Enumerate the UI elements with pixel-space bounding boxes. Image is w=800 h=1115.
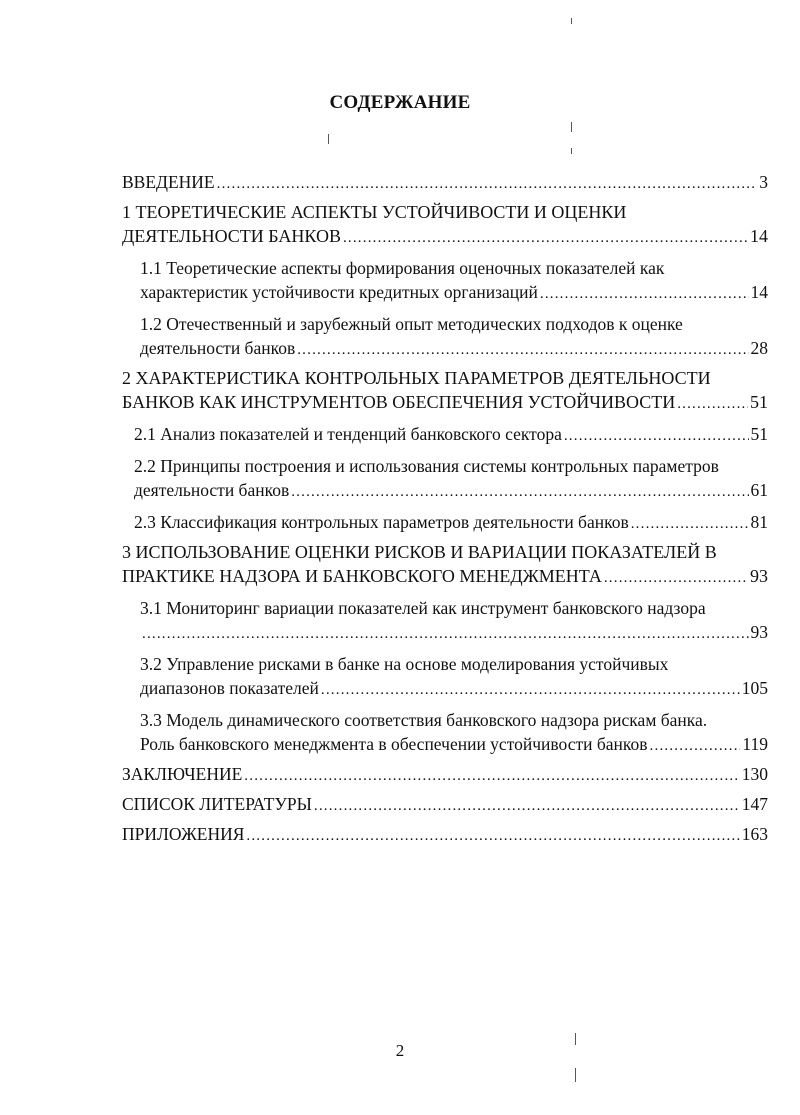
toc-page-number: 93 bbox=[750, 622, 768, 642]
toc-page-number: 61 bbox=[750, 480, 768, 500]
toc-page-number: 163 bbox=[741, 824, 768, 844]
dot-leader bbox=[677, 392, 748, 416]
toc-entry-title: ДЕЯТЕЛЬНОСТИ БАНКОВ bbox=[122, 226, 341, 246]
toc-entry-title: СПИСОК ЛИТЕРАТУРЫ bbox=[122, 794, 312, 814]
dot-leader bbox=[650, 734, 741, 758]
toc-page-number: 81 bbox=[750, 512, 768, 532]
toc-page-number: 28 bbox=[750, 338, 768, 358]
toc-page-number: 3 bbox=[759, 172, 768, 192]
toc-entry-title: ВВЕДЕНИЕ bbox=[122, 172, 215, 192]
toc-entry-title: ПРИЛОЖЕНИЯ bbox=[122, 824, 245, 844]
dot-leader bbox=[540, 282, 749, 306]
toc-entry-title-line: 3.2 Управление рисками в банке на основе моделирования устойчивых bbox=[140, 654, 669, 674]
toc-entry-references[interactable] bbox=[122, 792, 768, 818]
dot-leader bbox=[564, 424, 749, 448]
dot-leader bbox=[142, 622, 749, 646]
toc-entry-title-line: 2 ХАРАКТЕРИСТИКА КОНТРОЛЬНЫХ ПАРАМЕТРОВ ДЕЯТЕЛЬНОСТИ bbox=[122, 368, 711, 388]
toc-entry-section-3-3[interactable] bbox=[122, 708, 768, 758]
toc-entry-title-line: 1.1 Теоретические аспекты формирования оценочных показателей как bbox=[140, 258, 665, 278]
toc-entry-title-line: 3.3 Модель динамического соответствия банковского надзора рискам банка. bbox=[140, 710, 708, 730]
toc-entry-title-line: 3.1 Мониторинг вариации показателей как инструмент банковского надзора bbox=[140, 598, 706, 618]
toc-entry-chapter-1[interactable] bbox=[122, 200, 768, 250]
dot-leader bbox=[297, 338, 748, 362]
toc-entry-title: деятельности банков bbox=[134, 480, 290, 500]
toc-page-number: 147 bbox=[741, 794, 768, 814]
table-of-contents bbox=[122, 166, 768, 848]
toc-entry-title-line: 2.2 Принципы построения и использования системы контрольных параметров bbox=[134, 456, 719, 476]
toc-entry-title-line: 1.2 Отечественный и зарубежный опыт методических подходов к оценке bbox=[140, 314, 683, 334]
dot-leader bbox=[246, 824, 739, 848]
dot-leader bbox=[321, 678, 740, 702]
toc-entry-title: 2.1 Анализ показателей и тенденций банковского сектора bbox=[134, 424, 562, 444]
toc-entry-appendices[interactable] bbox=[122, 822, 768, 848]
toc-entry-title: диапазонов показателей bbox=[140, 678, 319, 698]
toc-page-number: 130 bbox=[741, 764, 768, 784]
toc-page-number: 51 bbox=[750, 424, 768, 444]
toc-page-number: 51 bbox=[750, 392, 768, 412]
toc-entry-section-1-1[interactable] bbox=[122, 256, 768, 306]
dot-leader bbox=[604, 566, 748, 590]
toc-entry-section-2-3[interactable] bbox=[122, 510, 768, 536]
toc-page-number: 105 bbox=[741, 678, 768, 698]
toc-entry-title: БАНКОВ КАК ИНСТРУМЕНТОВ ОБЕСПЕЧЕНИЯ УСТОЙЧИВОСТИ bbox=[122, 392, 676, 412]
toc-page-number: 14 bbox=[750, 282, 768, 302]
toc-entry-conclusion[interactable] bbox=[122, 762, 768, 788]
toc-entry-title: 2.3 Классификация контрольных параметров деятельности банков bbox=[134, 512, 629, 532]
toc-entry-title: характеристик устойчивости кредитных организаций bbox=[140, 282, 538, 302]
scan-mark bbox=[571, 122, 572, 132]
scan-mark bbox=[575, 1068, 576, 1082]
toc-entry-title: деятельности банков bbox=[140, 338, 296, 358]
toc-entry-section-2-1[interactable] bbox=[122, 422, 768, 448]
toc-entry-title: ЗАКЛЮЧЕНИЕ bbox=[122, 764, 243, 784]
scan-mark bbox=[328, 134, 329, 144]
scan-mark bbox=[571, 18, 572, 24]
toc-entry-chapter-3[interactable] bbox=[122, 540, 768, 590]
toc-page-number: 14 bbox=[750, 226, 768, 246]
toc-entry-title: Роль банковского менеджмента в обеспечении устойчивости банков bbox=[140, 734, 648, 754]
dot-leader bbox=[244, 764, 739, 788]
scan-mark bbox=[571, 148, 572, 154]
page-number: 2 bbox=[395, 1041, 405, 1060]
toc-entry-title: ПРАКТИКЕ НАДЗОРА И БАНКОВСКОГО МЕНЕДЖМЕНТА bbox=[122, 566, 602, 586]
toc-page-number: 93 bbox=[750, 566, 768, 586]
toc-entry-introduction[interactable] bbox=[122, 170, 768, 196]
dot-leader bbox=[631, 512, 749, 536]
dot-leader bbox=[314, 794, 740, 818]
scan-mark bbox=[575, 1033, 576, 1045]
toc-entry-section-3-2[interactable] bbox=[122, 652, 768, 702]
toc-entry-title-line: 3 ИСПОЛЬЗОВАНИЕ ОЦЕНКИ РИСКОВ И ВАРИАЦИИ ПОКАЗАТЕЛЕЙ В bbox=[122, 542, 717, 562]
toc-entry-title-line: 1 ТЕОРЕТИЧЕСКИЕ АСПЕКТЫ УСТОЙЧИВОСТИ И ОЦЕНКИ bbox=[122, 202, 627, 222]
toc-entry-section-1-2[interactable] bbox=[122, 312, 768, 362]
toc-page-number: 119 bbox=[742, 734, 768, 754]
toc-entry-section-3-1[interactable] bbox=[122, 596, 768, 646]
toc-entry-section-2-2[interactable] bbox=[122, 454, 768, 504]
toc-entry-chapter-2[interactable] bbox=[122, 366, 768, 416]
dot-leader bbox=[291, 480, 748, 504]
dot-leader bbox=[217, 172, 758, 196]
page-title: СОДЕРЖАНИЕ bbox=[329, 92, 471, 113]
dot-leader bbox=[343, 226, 748, 250]
